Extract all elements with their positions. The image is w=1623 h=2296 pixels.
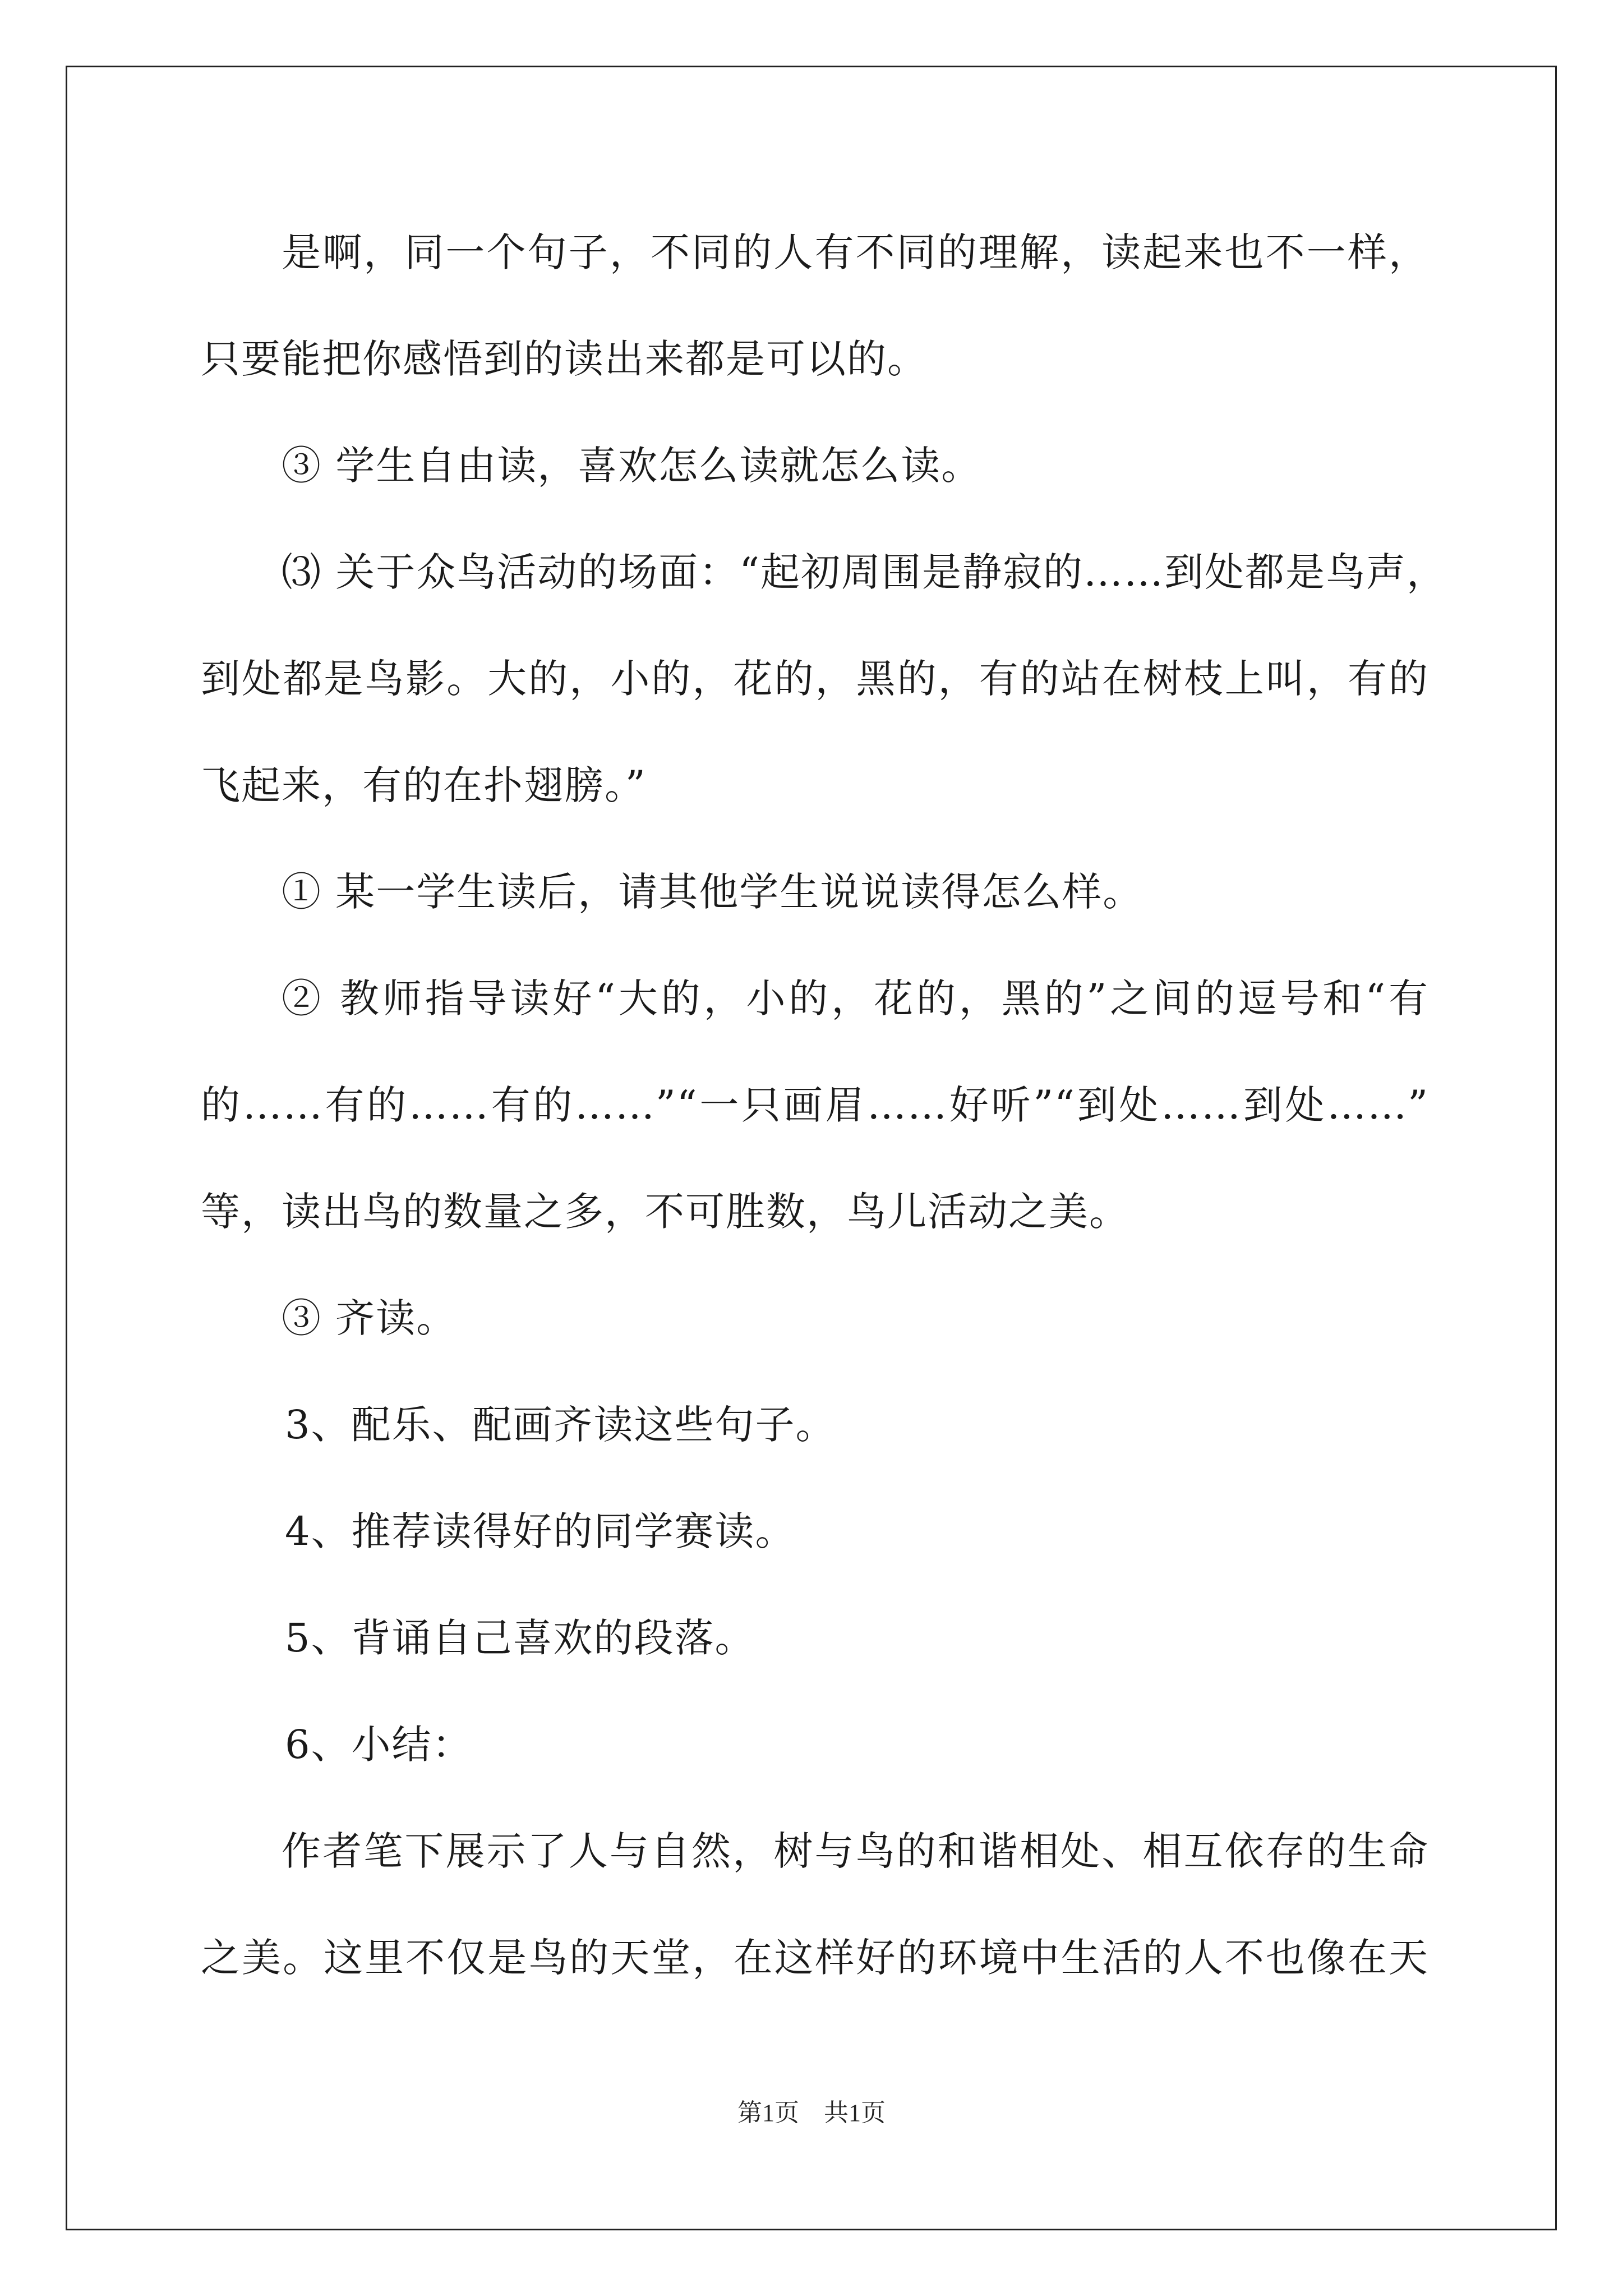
paragraph-line: ⑶ 关于众鸟活动的场面：“起初周围是静寂的……到处都是鸟声， (282, 549, 1447, 595)
paragraph-line: 是啊，同一个句子，不同的人有不同的理解，读起来也不一样， (282, 229, 1429, 275)
paragraph-line: 5、背诵自己喜欢的段落。 (285, 1615, 755, 1661)
paragraph-line: ② 教师指导读好“大的，小的，花的，黑的”之间的逗号和“有 (282, 976, 1429, 1022)
paragraph-line: ③ 齐读。 (282, 1295, 457, 1341)
paragraph-line: ① 某一学生读后，请其他学生说说读得怎么样。 (282, 869, 1144, 915)
paragraph-line: ③ 学生自由读，喜欢怎么读就怎么读。 (282, 443, 982, 489)
page-footer (0, 2096, 1623, 2130)
paragraph-line: 4、推荐读得好的同学赛读。 (285, 1508, 796, 1554)
page-border (66, 66, 1557, 2230)
paragraph-line: 6、小结： (285, 1722, 473, 1768)
paragraph-line: 作者笔下展示了人与自然，树与鸟的和谐相处、相互依存的生命 (282, 1828, 1429, 1874)
paragraph-line: 飞起来，有的在扑翅膀。” (201, 762, 647, 808)
page-number: 第1页 (737, 2099, 799, 2127)
paragraph-line: 的……有的……有的……”“一只画眉……好听”“到处……到处……” (201, 1082, 1429, 1128)
paragraph-line: 之美。这里不仅是鸟的天堂，在这样好的环境中生活的人不也像在天 (201, 1935, 1429, 1981)
paragraph-line: 3、配乐、配画齐读这些句子。 (285, 1402, 836, 1448)
paragraph-line: 到处都是鸟影。大的，小的，花的，黑的，有的站在树枝上叫，有的 (201, 656, 1429, 702)
paragraph-line: 只要能把你感悟到的读出来都是可以的。 (201, 336, 928, 382)
page-total: 共1页 (824, 2099, 886, 2127)
paragraph-line: 等，读出鸟的数量之多，不可胜数，鸟儿活动之美。 (201, 1189, 1129, 1235)
